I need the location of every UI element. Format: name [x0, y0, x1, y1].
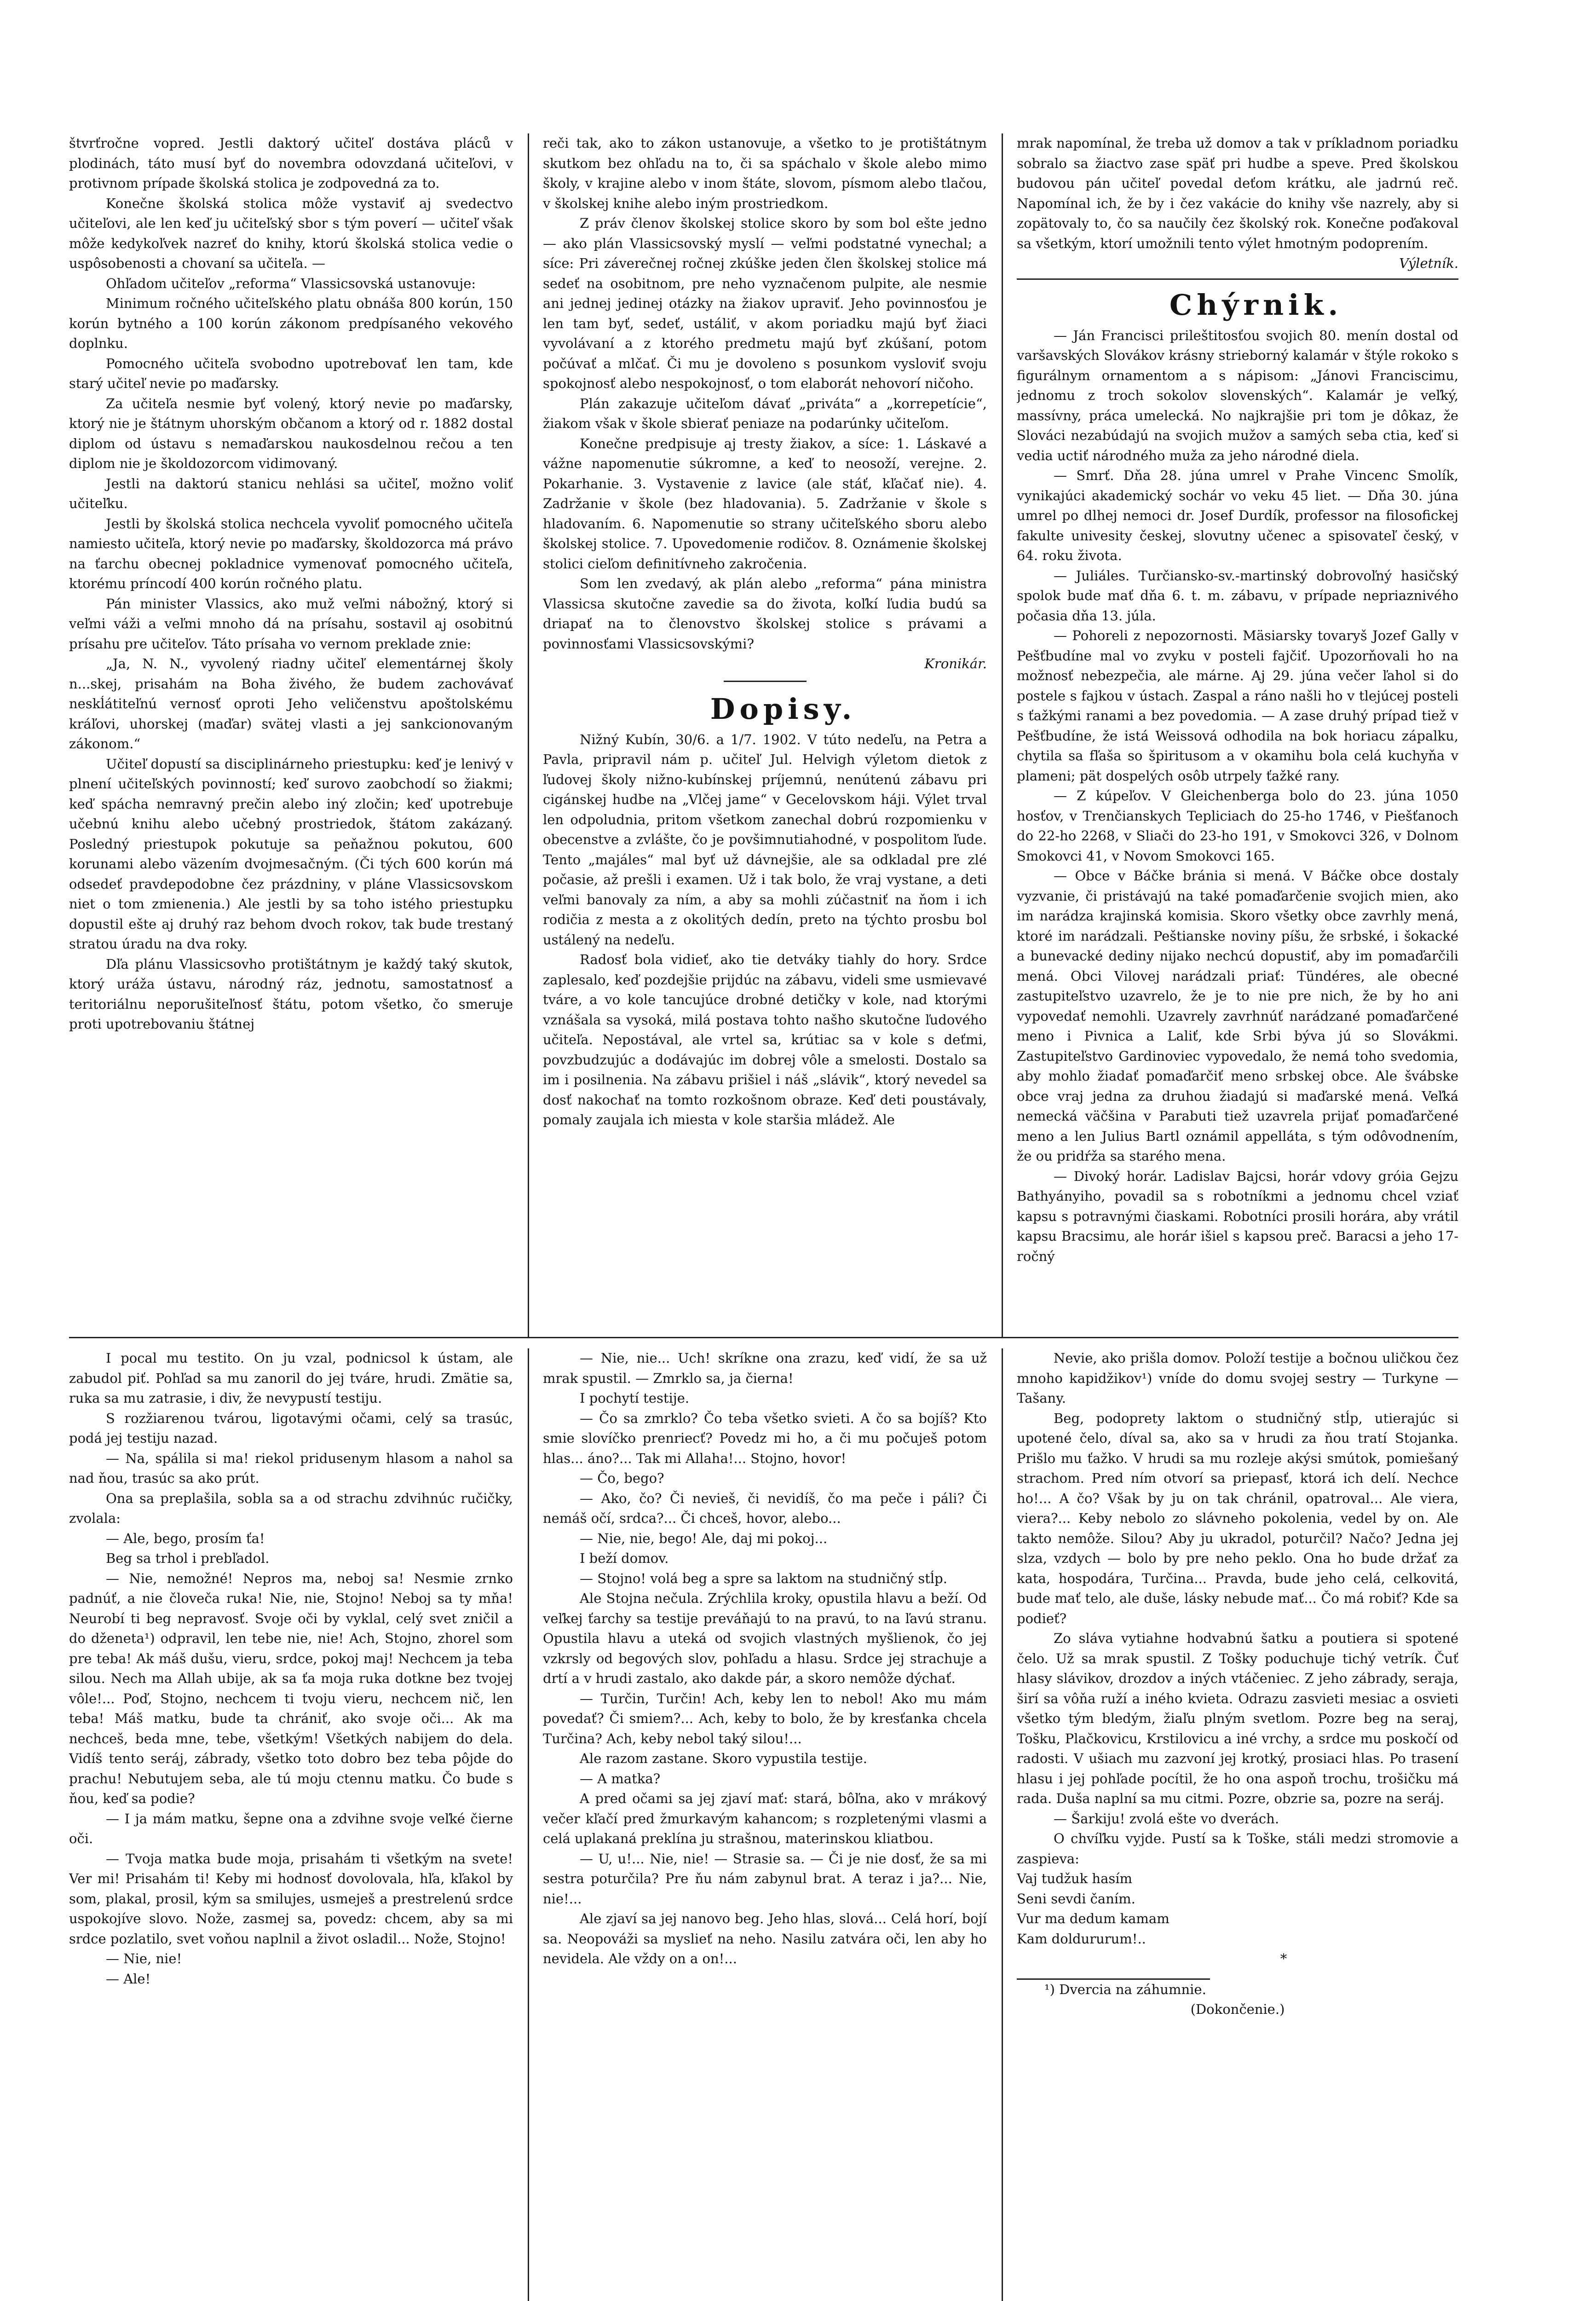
newspaper-page — [69, 115, 1458, 2301]
news-item: — Smrť. Dňa 28. júna umrel v Prahe Vincenc Smolík, vynikajúci akademický sochár vo veku 45 liet. — Dňa 30. júna umrel po dlhej nemoci dr. Josef Durdík, professor na filosofickej fakulte univesity českej, slovutny učenec a spisovateľ český, v 64. roku života. — [1017, 468, 1458, 563]
news-item: — Obce v Báčke bránia si mená. V Báčke obce dostaly vyzvanie, či pristávajú na také pomaďarčenie svojich mien, ako im narádza krajinská komisia. Skoro všetky obce zavrhly mená, ktoré im narádzali. Peštianske noviny píšu, že srbské, i šokacké a bunevacké dediny nijako nechcú dopustiť, aby im pomaďarčili mená. Obci Vilovej narádzali priať: Tündéres, ale obecné zastupiteľstvo uzavrelo, že je to nie pre nich, že by ho ani vypovedať nemohli. Uzavrely zavrhnúť narádzané pomaďarčené meno i Pivnica a Laliť, kde Srbi býva jú so Slovákmi. Zastupiteľstvo Gardinoviec vypovedalo, že nemá toho svedomia, aby mohlo žiadať pomaďarčiť meno srbskej obce. Ale švábske obce vraj jedna za druhou žiadajú si maďarské mená. Veľká nemecká väčšina v Parabuti tiež uzavrela prijať pomaďarčené meno a len Julius Bartl oznámil appelláta, s tým odôvodnením, že ou pridŕža sa starého mena. — [1017, 868, 1458, 1164]
story-paragraph: — U, u!... Nie, nie! — Strasie sa. — Či je nie dosť, že sa mi sestra poturčila? Pre ňu nám zabynul brat. A teraz i ja?... Nie, nie!... — [543, 1850, 987, 1907]
story-paragraph: — Čo, bego? — [580, 1470, 664, 1486]
section-rule — [724, 681, 807, 682]
column-divider — [1002, 1348, 1003, 2301]
article-column-1 — [69, 133, 513, 1325]
story-paragraph: Nevie, ako prišla domov. Položí testije a bočnou uličkou čez mnoho kapidžikov¹) vníde do domu svojej sestry — Turkyne — Tašany. — [1017, 1350, 1458, 1406]
article-column-3 — [1017, 133, 1458, 1325]
story-paragraph: — Ako, čo? Či nevieš, či nevidíš, čo ma peče i páli? Či nemáš očí, srdca?... Či chceš, hovor, alebo... — [543, 1490, 987, 1526]
column-divider — [528, 1348, 529, 2301]
paragraph: Konečne predpisuje aj tresty žiakov, a síce: 1. Láskavé a vážne napomenutie súkromne, a keď to neosoží, verejne. 2. Pokarhanie. 3. Vystavenie z lavice (ale stáť, kľačať nie). 4. Zadržanie v škole (bez hladovania). 5. Zadržanie v škole s hladovaním. 6. Napomenutie so strany učiteľského sboru alebo školskej stolice. 7. Upovedomenie rodičov. 8. Oznámenie školskej stolici cieľom definitívneho zakročenia. — [543, 435, 987, 572]
footnote: ¹) Dvercia na záhumnie. — [1044, 1981, 1206, 1997]
story-paragraph: S rozžiarenou tvárou, ligotavými očami, celý sa trasúc, podá jej testiju nazad. — [69, 1410, 513, 1446]
story-paragraph: I beží domov. — [580, 1550, 669, 1566]
column-divider — [1002, 133, 1003, 1337]
story-paragraph: — Nie, nemožné! Nepros ma, neboj sa! Nesmie zrnko padnúť, a nie človeča ruka! Nie, nie, Stojno! Neboj sa ty mňa! Neurobí ti beg nepravosť. Svoje oči by vyklal, celý svet zničil a do dženeta¹) odpravil, len tebe nie, nie! Ach, Stojno, zhorel som pre teba! Ak máš dušu, vieru, srdce, pokoj maj! Nechcem ja teba silou. Nech ma Allah ubije, ak sa ťa moja ruka dotkne bez tvojej vôle!... Poď, Stojno, nechcem ti tvoju vieru, nechcem nič, len teba! Máš matku, bude ta chrániť, ako svoje oči... Ak ma nechceš, beda mne, tebe, všetkým! Všetkých nabijem do dela. Vidíš tento seráj, zábrady, všetko toto dobro bez teba pôjde do prachu! Nebutujem seba, ale tú moju ctennu matku. Čo bude s ňou, keď sa podie? — [69, 1570, 513, 1806]
paragraph: Konečne školská stolica môže vystaviť aj svedectvo učiteľovi, ale len keď ju učiteľský sbor s tým poverí — učiteľ však môže kedykoľvek nazreť do knihy, ktorú školská stolica vedie o uspôsobenosti a chovaní sa učiteľa. — — [69, 195, 513, 271]
paragraph: Z práv členov školskej stolice skoro by som bol ešte jedno — ako plán Vlassicsovský myslí — veľmi podstatné vynechal; a síce: Pri záverečnej ročnej zkúške jeden člen školskej stolice má sedeť na osobitnom, pre neho vyznačenom pulpite, ale nesmie ani jednej jedinej otázky na žiakov upraviť. Jeho povinnosťou je len tam byť, sedeť, ustáliť, v akom poriadku majú byť žiaci vyvolávaní a z ktorého predmetu majú byť zkúšaní, potom počúvať a mlčať. Či mu je dovoleno s posunkom vysloviť svoju spokojnosť alebo nespokojnosť, o tom elaborát nehovorí ničoho. — [543, 215, 987, 391]
song-verse: Vaj tudžuk hasím Seni sevdi čaním. Vur ma dedum kamam Kam doldururum!.. — [1017, 1871, 1170, 1947]
story-paragraph: — A matka? — [580, 1770, 661, 1786]
column-divider — [528, 133, 529, 1337]
story-paragraph: — Nie, nie! — [106, 1951, 182, 1966]
story-paragraph: — Tvoja matka bude moja, prisahám ti všetkým na svete! Ver mi! Prisahám ti! Keby mi hodnosť dovolovala, hľa, kľakol by som, plakal, prosil, kým sa smilujes, usmeješ a prestrelenú srdce uspokojíve slovo. Nože, zasmej sa, povedz: chcem, aby sa mi srdce pozlatilo, svet voňou naplnil a život osladil... Nože, Stojno! — [69, 1850, 513, 1947]
story-paragraph: — Ale! — [106, 1971, 151, 1987]
news-item: — Divoký horár. Ladislav Bajcsi, horár vdovy gróia Gejzu Bathyányiho, povadil sa s robotníkmi a jednomu chcel vziať kapsu s potravnými čiaskami. Robotníci prosili horára, aby vrátil kapsu Bracsimu, ale horár išiel s kapsou preč. Baracsi a jeho 17-ročný — [1017, 1168, 1458, 1264]
paragraph: Dľa plánu Vlassicsovho protištátnym je každý taký skutok, ktorý uráža ústavu, národný ráz, jednotu, samostatnosť a teritoriálnu neporušiteľnosť štátu, potom všetko, čo smeruje proti upotrebovaniu štátnej — [69, 956, 513, 1032]
story-paragraph: Beg sa trhol i prebľadol. — [106, 1550, 270, 1566]
paragraph: Jestli by školská stolica nechcela vyvoliť pomocného učiteľa namiesto učiteľa, ktorý nevie po maďarsky, školdozorca má právo na ťarchu obecnej pokladnice vymenovať pomocného učiteľa, ktorému príncodí 400 korún ročného platu. — [69, 515, 513, 591]
continuation-note: (Dokončenie.) — [1190, 2001, 1285, 2017]
story-paragraph: — Nie, nie, bego! Ale, daj mi pokoj... — [580, 1530, 828, 1546]
paragraph: mrak napomínal, že treba už domov a tak v príkladnom poriadku sobralo sa žiactvo zase späť pri hudbe a speve. Pred školskou budovou pán učiteľ povedal deťom krátku, ale jadrnú reč. Napomínal ich, že by i čez vakácie do knihy vše nazrely, aby si zopätovaly to, čo sa naučily čez školský rok. Konečne poďakoval sa všetkým, ktorí umožnili tento výlet hmotným podoprením. — [1017, 135, 1458, 251]
verse-end-mark: * — [1280, 1951, 1287, 1966]
story-paragraph: I pochytí testije. — [580, 1390, 690, 1406]
quotation: „Ja, N. N., vyvolený riadny učiteľ elementárnej školy n...skej, prisahám na Boha živého, že budem zachovávať neskĺátiteľnú vernosť oproti Jeho veličenstvu apoštolskému kráľovi, uhorskej (maďar) svätej vlasti a jej sankcionovaným zákonom.“ — [69, 656, 513, 752]
paragraph: Pomocného učiteľa svobodno upotrebovať len tam, kde starý učiteľ nevie po maďarsky. — [69, 355, 513, 391]
letter-paragraph: Radosť bola vidieť, ako tie detváky tiahly do hory. Srdce zaplesalo, keď pozdejšie prijdúc na zábavu, videli sme usmievavé tváre, a vo kole tancujúce drobné detičky v kole, nad ktorými vznášala sa vysoká, milá postava tohto našho skutočne ľudového učiteľa. Nepostával, ale vrtel sa, krútiac sa v kole s deťmi, povzbudzujúc a dodávajúc im dobrej vôle a smelosti. Dostalo sa im i posilnenia. Na zábavu prišiel i náš „slávik“, ktorý nevedel sa dosť nakochať na tomto rozkošnom obraze. Keď deti poustávaly, pomaly zaujala ich miesta v kole staršia mládež. Ale — [543, 952, 987, 1127]
story-paragraph: — Stojno! volá beg a spre sa laktom na studničný stĺp. — [580, 1570, 947, 1586]
paragraph: Plán zakazuje učiteľom dávať „priváta“ a „korrepetície“, žiakom však v škole sbierať peniaze na podarúnky učiteľom. — [543, 395, 987, 431]
news-item: — Pohoreli z nepozornosti. Mäsiarsky tovaryš Jozef Gally v Pešťbudíne mal vo zvyku v posteli fajčiť. Upozorňovali ho na možnosť nebezpečia, ale márne. Aj 29. júna večer ľahol si do postele s fajkou v ústach. Zaspal a ráno našli ho v tlejúcej posteli s ťažkými ranami a bez povedomia. — A zase druhý prípad tiež v Pešťbudíne, že istá Weissová odhodila na bok horiacu zápalku, chytila sa fľaša so špiritusom a v okamihu bola celá kuchyňa v plameni; pät dospelých osôb utrpely ťažké rany. — [1017, 628, 1458, 784]
section-heading-dopisy: Dopisy. — [710, 692, 857, 726]
author-signature: Výletník. — [1399, 255, 1458, 271]
story-paragraph: Ale zjaví sa jej nanovo beg. Jeho hlas, slová... Celá horí, bojí sa. Neopováži sa myslieť na neho. Nasilu zatvára oči, len aby ho nevidela. Ale vždy on a on!... — [543, 1911, 987, 1966]
paragraph: Ohľadom učiteľov „reforma“ Vlassicsovská ustanovuje: — [106, 275, 476, 291]
feuilleton-column-2 — [543, 1348, 987, 2301]
article-column-2 — [543, 133, 987, 1325]
story-paragraph: Ale razom zastane. Skoro vypustila testije. — [580, 1751, 867, 1766]
paragraph: Jestli na daktorú stanicu nehlási sa učiteľ, možno voliť učiteľku. — [69, 475, 513, 511]
story-paragraph: — Čo sa zmrklo? Čo teba všetko svieti. A čo sa bojíš? Kto smie slovíčko prenriecť? Povedz mi ho, a či mu počuješ potom hlas... áno?... Tak mi Allaha!... Stojno, hovor! — [543, 1410, 987, 1466]
paragraph: reči tak, ako to zákon ustanovuje, a všetko to je protištátnym skutkom bez ohľadu na to, či sa spáchalo v škole alebo mimo školy, v krajine alebo v inom štáte, slovom, písmom alebo tlačou, v školskej knihe alebo iným prostriedkom. — [543, 135, 987, 211]
story-paragraph: — I ja mám matku, šepne ona a zdvihne svoje veľké čierne oči. — [69, 1810, 513, 1846]
paragraph: Som len zvedavý, ak plán alebo „reforma“ pána ministra Vlassicsa skutočne zavedie sa do života, koľkí ľudia budú sa driapať na to členovstvo školskej stolice s právami a povinnosťami Vlassicsovskými? — [543, 576, 987, 652]
story-paragraph: A pred očami sa jej zjaví mať: stará, bôľna, ako v mrákový večer kľačí pred žmurkavým kahancom; s rozpletenými vlasmi a celá uplakaná preklína ju strašnou, materinskou kliatbou. — [543, 1791, 987, 1846]
news-item: — Ján Francisci prileštitosťou svojich 80. menín dostal od varšavských Slovákov krásny strieborný kalamár v štýle rokoko s figurálnym ornamentom a s nápisom: „Jánovi Franciscimu, jednomu z troch sokolov slovenských“. Kalamár je veľký, massívny, práca umelecká. No najkrajšie pri tom je dôkaz, že Slováci nezabúdajú na svojich mužov a samých seba ctia, keď si vedia uctiť národného muža za jeho národné diela. — [1017, 327, 1458, 463]
feuilleton-column-3 — [1017, 1348, 1458, 2301]
paragraph: Minimum ročného učiteľského platu obnáša 800 korún, 150 korún bytného a 100 korún zákonom predpísaného vekového doplnku. — [69, 295, 513, 351]
story-paragraph: Ale Stojna nečula. Zrýchlila kroky, opustila hlavu a beží. Od veľkej ťarchy sa testije preváňajú to na pravú, to na ľavú stranu. Opustila hlavu a uteká od svojich vlastných myšlienok, čo jej vzkrsly od begových slov, pohľadu a hlasu. Srdce jej strachuje a drtí a v hrudi zastalo, ako dakde pár, a skoro nemôže dýchať. — [543, 1590, 987, 1686]
section-rule — [1017, 278, 1458, 280]
feuilleton-column-1 — [69, 1348, 513, 2301]
story-paragraph: I pocal mu testito. On ju vzal, podnicsol k ústam, ale zabudol piť. Pohľad sa mu zanoril do jej tváre, hrudi. Zmätie sa, ruka sa mu zatrasie, i div, že nevypustí testiju. — [69, 1350, 513, 1406]
feuilleton-divider — [69, 1337, 1458, 1338]
footnote-rule — [1017, 1978, 1210, 1980]
story-paragraph: O chvíľku vyjde. Pustí sa k Toške, stáli medzi stromovie a zaspieva: — [1017, 1831, 1458, 1867]
paragraph: Učiteľ dopustí sa disciplinárneho priestupku: keď je lenivý v plnení učiteľských povinností; keď surovo zaobchodí so žiakmi; keď spácha nemravný prečin alebo iný zločin; keď upotrebuje učebnú knihu alebo učebný prostriedok, štátom zakázaný. Posledný priestupok pokutuje sa peňažnou pokutou, 600 korunami alebo väzením dvojmesačným. (Či tých 600 korún má odsedeť pravdepodobne čez prázdniny, v pláne Vlassicsovskom niet o tom zmienenia.) Ale jestli by sa toho istého priestupku dopustil ešte aj druhý raz behom dvoch rokov, tak bude trestaný stratou úradu na dva roky. — [69, 756, 513, 952]
news-item: — Z kúpeľov. V Gleichenberga bolo do 23. júna 1050 hosťov, v Trenčianskych Tepliciach do 25-ho 1746, v Piešťanoch do 22-ho 2268, v Sliači do 23-ho 191, v Smokovci 326, v Dolnom Smokovci 41, v Novom Smokovci 165. — [1017, 788, 1458, 864]
news-item: — Juliáles. Turčiansko-sv.-martinský dobrovoľný hasičský spolok bude mať dňa 6. t. m. zábavu, v prípade nepriaznivého počasia dňa 13. júla. — [1017, 567, 1458, 624]
story-paragraph: — Nie, nie... Uch! skríkne ona zrazu, keď vidí, že sa už mrak spustil. — Zmrklo sa, ja čierna! — [543, 1350, 987, 1386]
author-signature: Kronikár. — [924, 656, 987, 671]
paragraph: Za učiteľa nesmie byť volený, ktorý nevie po maďarsky, ktorý nie je štátnym uhorským občanom a ktorý od r. 1882 dostal diplom od ústavu s nemaďarskou naukosdelnou rečou a ten diplom nie je školdozorcom vidimovaný. — [69, 395, 513, 471]
story-paragraph: — Šarkiju! zvolá ešte vo dverách. — [1054, 1810, 1279, 1827]
story-paragraph: — Turčin, Turčin! Ach, keby len to nebol! Ako mu mám povedať? Či smiem?... Ach, keby to bolo, že by kresťanka chcela Turčina? Ach, keby nebol taký silou!... — [543, 1690, 987, 1746]
letter-paragraph: Nižný Kubín, 30/6. a 1/7. 1902. V túto nedeľu, na Petra a Pavla, pripravil nám p. učiteľ Jul. Helvigh výletom dietok z ľudovej školy nižno-kubínskej príjemnú, nenútenú zábavu pri cigánskej hudbe na „Vlčej jame“ v Gecelovskom háji. Výlet trval len odpoludnia, pritom všetkom zanechal dobrú rozpomienku v obecenstve a zvlášte, čo je povšimnutiahodné, v pospolitom ľude. Tento „majáles“ mal byť už dávnejšie, ale sa odkladal pre zlé počasie, až prešli i examen. Už i tak bolo, že vraj vystane, a deti veľmi banovaly za ním, a aby sa mohli zúčastniť na ňom i ich rodičia z mesta a z okolitých dedín, preto na týchto prosbu bol ustálený na nedeľu. — [543, 731, 987, 948]
paragraph: Pán minister Vlassics, ako muž veľmi nábožný, ktorý si veľmi váži a veľmi mnoho dá na prísahu, sostavil aj osobitnú prísahu pre učiteľov. Táto prísaha vo vernom preklade znie: — [69, 595, 513, 652]
story-paragraph: Zo sláva vytiahne hodvabnú šatku a poutiera si spotené čelo. Už sa mrak spustil. Z Tošky poduchuje tichý vetrík. Čuť hlasy slávikov, drozdov a iných vtáčeniec. Z jeho zábrady, seraja, širí sa vôňa ruží a iného kvieta. Odrazu zasvieti mesiac a osvieti všetko tým bledým, žiaľu plným svetlom. Pozre beg na seraj, Tošku, Plačkovicu, Krstilovicu a iné vrchy, a srdce mu poskočí od radosti. V ušiach mu zazvoní jej krotký, prosiaci hlas. Po trasení hlasu i jej pohľade pocítil, že ho ona aspoň trochu, trošičku má rada. Duša naplní sa mu citmi. Pozre, obzrie sa, pozre na seráj. — [1017, 1630, 1458, 1806]
story-paragraph: — Na, spálila si ma! riekol pridusenym hlasom a nahol sa nad ňou, trasúc sa ako prút. — [69, 1450, 513, 1486]
paragraph: štvrťročne vopred. Jestli daktorý učiteľ dostáva pláců v plodinách, táto musí byť do novembra odovzdaná učiteľovi, v protivnom prípade školská stolica je zodpovedná za to. — [69, 135, 513, 191]
story-paragraph: Beg, podoprety laktom o studničný stĺp, utierajúc si upotené čelo, díval sa, ako sa v hrudi za ňou tratí Stojanka. Prišlo mu ťažko. V hrudi sa mu rozleje akýsi smútok, pomiešaný strachom. Pred ním otvorí sa priepasť, ktorá ich delí. Nechce ho!... A čo? Však by ju on tak chránil, opatroval... Ale viera, viera?... Keby nebolo zo slávneho pokolenia, vedel by on. Ale takto nemôže. Silou? Aby ju ukradol, poturčil? Načo? Jedna jej slza, vzdych — bolo by pre neho peklo. Ona ho bude držať za kata, hospodára, Turčina... Pravda, bude jeho celá, celkovitá, bude mať telo, ale duše, lásky nebude mať... Čo má robiť? Kde sa podieť? — [1017, 1410, 1458, 1626]
section-heading-chyrnik: Chýrnik. — [1169, 288, 1343, 322]
story-paragraph: Ona sa preplašila, sobla sa a od strachu zdvihnúc ručičky, zvolala: — [69, 1490, 513, 1526]
story-paragraph: — Ale, bego, prosím ťa! — [106, 1530, 265, 1546]
